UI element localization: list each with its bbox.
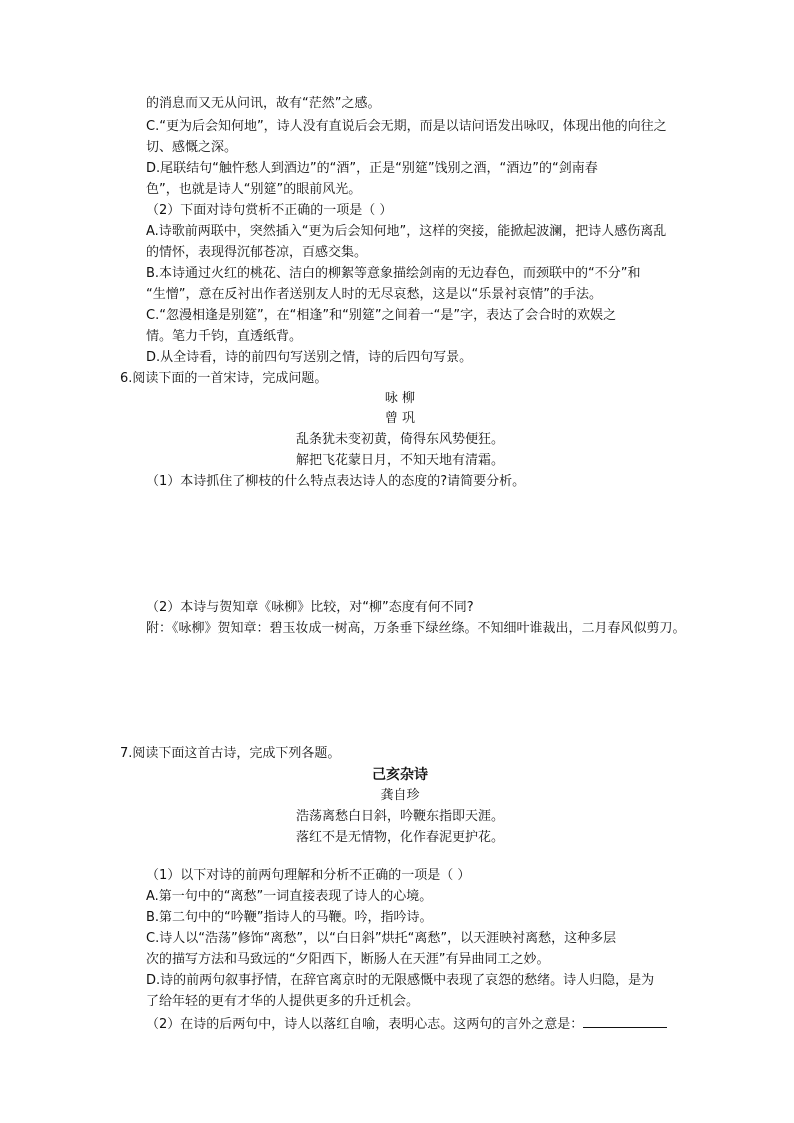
q7-option-d-line1: D.诗的前两句叙事抒情，在辞官离京时的无限感慨中表现了哀怨的愁绪。诗人归隐，是为 bbox=[146, 973, 655, 988]
q7-option-c-line1: C.诗人以“浩荡”修饰“离愁”，以“白日斜”烘托“离愁”，以天涯映衬离愁，这种多层 bbox=[146, 931, 617, 946]
q5-sub2-option-c-line1: C.“忽漫相逢是别筵”，在“相逢”和“别筵”之间着一“是”字，表达了会合时的欢娱之 bbox=[146, 308, 617, 323]
q5-sub2-option-a-line2: 的情怀，表现得沉郁苍凉，百感交集。 bbox=[146, 245, 368, 260]
q6-stem: 6.阅读下面的一首宋诗，完成问题。 bbox=[120, 371, 328, 386]
q5-sub2-option-d: D.从全诗看，诗的前四句写送别之情，诗的后四句写景。 bbox=[146, 350, 473, 365]
q7-poem-line1: 浩荡离愁白日斜，吟鞭东指即天涯。 bbox=[295, 809, 504, 824]
q5-sub2-stem: （2）下面对诗句赏析不正确的一项是（ ） bbox=[146, 203, 393, 218]
q7-sub2-line bbox=[146, 1013, 667, 1035]
q7-stem: 7.阅读下面这首古诗，完成下列各题。 bbox=[120, 746, 341, 761]
q7-option-d-line2: 了给年轻的更有才华的人提供更多的升迁机会。 bbox=[146, 994, 420, 1009]
q6-poem-title: 咏 柳 bbox=[384, 391, 416, 406]
answer-blank[interactable] bbox=[583, 1013, 667, 1028]
q5-sub2-option-b-line1: B.本诗通过火红的桃花、洁白的柳絮等意象描绘剑南的无边春色，而颈联中的“不分”和 bbox=[146, 266, 641, 281]
q6-sub1: （1）本诗抓住了柳枝的什么特点表达诗人的态度的?请简要分析。 bbox=[146, 474, 526, 489]
q6-sub2: （2）本诗与贺知章《咏柳》比较，对“柳”态度有何不同? bbox=[146, 600, 474, 615]
q6-poem-line1: 乱条犹未变初黄，倚得东风势便狂。 bbox=[295, 432, 504, 447]
q5-option-c-line2: 切、感慨之深。 bbox=[146, 140, 238, 155]
q6-poem-line2: 解把飞花蒙日月，不知天地有清霜。 bbox=[295, 453, 504, 468]
q5-option-b-tail: 的消息而又无从问讯，故有“茫然”之感。 bbox=[146, 96, 381, 111]
q7-option-a: A.第一句中的“离愁”一词直接表现了诗人的心境。 bbox=[146, 889, 433, 904]
q5-option-c-line1: C.“更为后会知何地”，诗人没有直说后会无期，而是以诘问语发出咏叹，体现出他的向往之 bbox=[146, 119, 667, 134]
q7-sub1: （1）以下对诗的前两句理解和分析不正确的一项是（ ） bbox=[146, 868, 471, 883]
q5-sub2-option-a-line1: A.诗歌前两联中，突然插入“更为后会知何地”，这样的突接，能掀起波澜，把诗人感伤离乱 bbox=[146, 224, 667, 239]
q5-sub2-option-b-line2: “生憎”，意在反衬出作者送别友人时的无尽哀愁，这是以“乐景衬哀情”的手法。 bbox=[146, 287, 602, 302]
q7-option-b: B.第二句中的“吟鞭”指诗人的马鞭。吟，指吟诗。 bbox=[146, 910, 433, 925]
q7-poem-author: 龚自珍 bbox=[380, 788, 420, 803]
q5-option-d-line2: 色”，也就是诗人“别筵”的眼前风光。 bbox=[146, 182, 362, 197]
q7-poem-line2: 落红不是无情物，化作春泥更护花。 bbox=[295, 830, 504, 845]
q5-sub2-option-c-line2: 情。笔力千钧，直透纸背。 bbox=[146, 329, 303, 344]
q5-option-d-line1: D.尾联结句“触忤愁人到酒边”的“酒”，正是“别筵”饯别之酒，“酒边”的“剑南春 bbox=[146, 161, 598, 176]
q6-appendix: 附：《咏柳》贺知章：碧玉妆成一树高，万条垂下绿丝绦。不知细叶谁裁出，二月春风似剪刀。 bbox=[146, 621, 686, 636]
q7-option-c-line2: 次的描写方法和马致远的“夕阳西下，断肠人在天涯”有异曲同工之妙。 bbox=[146, 952, 550, 967]
q6-poem-author: 曾 巩 bbox=[384, 411, 416, 426]
q7-sub2: （2）在诗的后两句中，诗人以落红自喻，表明心志。这两句的言外之意是： bbox=[146, 1017, 584, 1032]
q7-poem-title: 己亥杂诗 bbox=[372, 767, 428, 783]
